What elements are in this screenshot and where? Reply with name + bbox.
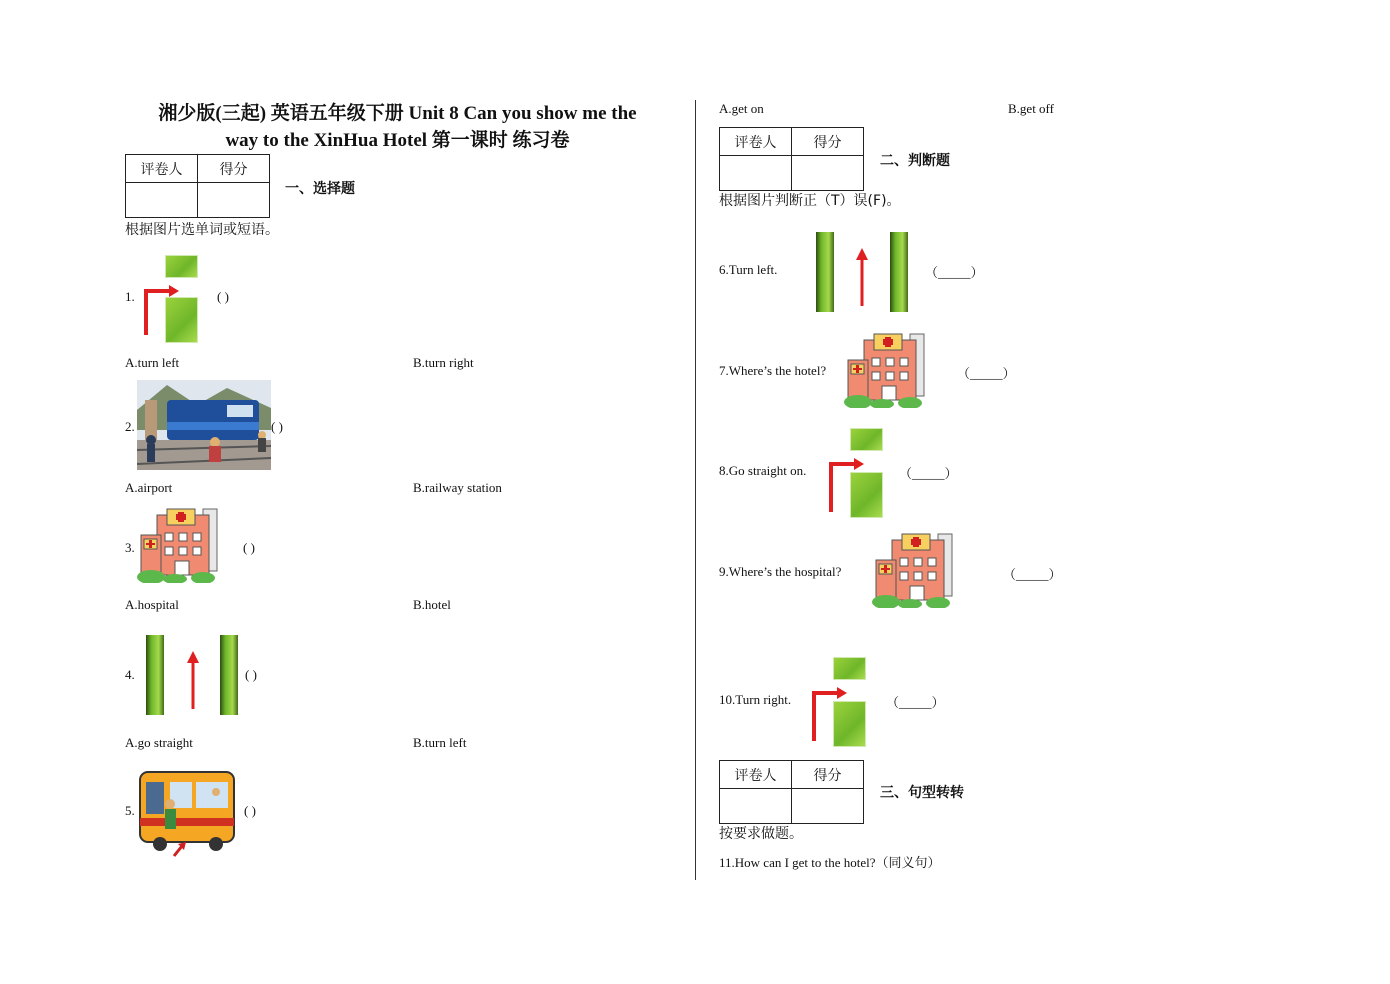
q5-number: 5. <box>125 803 135 818</box>
q3-number: 3. <box>125 540 135 555</box>
grader-label: 评卷人 <box>126 155 198 183</box>
grader-cell[interactable] <box>720 156 792 191</box>
q1-number: 1. <box>125 289 135 304</box>
q11-text: 11.How can I get to the hotel?（同义句） <box>719 855 941 870</box>
score-table-3 <box>719 760 864 824</box>
q2-option-b[interactable]: B.railway station <box>413 480 502 495</box>
q2-number: 2. <box>125 419 135 434</box>
q9-answer-bracket[interactable]: （_____） <box>1003 567 1062 582</box>
section3-heading: 三、句型转转 <box>880 785 964 801</box>
q8-text: 8.Go straight on. <box>719 463 807 478</box>
score-label: 得分 <box>792 128 864 156</box>
q10-text: 10.Turn right. <box>719 692 792 707</box>
score-cell[interactable] <box>792 156 864 191</box>
q10-answer-bracket[interactable]: （_____） <box>886 695 945 710</box>
turn-right-picture <box>805 657 875 749</box>
railway-station-picture <box>137 380 271 470</box>
q1-answer-bracket[interactable]: ( ) <box>217 289 229 304</box>
title-line-1: 湘少版(三起) 英语五年级下册 Unit 8 Can you show me the <box>158 103 637 124</box>
q9-text: 9.Where’s the hospital? <box>719 564 842 579</box>
q1-option-b[interactable]: B.turn right <box>413 355 474 370</box>
score-cell[interactable] <box>792 789 864 824</box>
grader-cell[interactable] <box>126 183 198 218</box>
q5-answer-bracket[interactable]: ( ) <box>244 803 256 818</box>
turn-right-picture <box>137 255 207 345</box>
hospital-picture <box>872 530 980 608</box>
q4-answer-bracket[interactable]: ( ) <box>245 667 257 682</box>
q4-option-b[interactable]: B.turn left <box>413 735 467 750</box>
q8-answer-bracket[interactable]: （_____） <box>899 466 958 481</box>
turn-right-picture <box>822 428 892 520</box>
q5-option-a[interactable]: A.get on <box>719 101 764 116</box>
q3-option-a[interactable]: A.hospital <box>125 597 179 612</box>
go-straight-picture <box>816 232 911 314</box>
q2-option-a[interactable]: A.airport <box>125 480 173 495</box>
grader-label: 评卷人 <box>720 128 792 156</box>
q5-option-b[interactable]: B.get off <box>1008 101 1054 116</box>
column-divider <box>695 100 696 880</box>
score-label: 得分 <box>198 155 270 183</box>
q7-text: 7.Where’s the hotel? <box>719 363 827 378</box>
q3-answer-bracket[interactable]: ( ) <box>243 540 255 555</box>
section2-heading: 二、判断题 <box>880 153 950 169</box>
title-line-2: way to the XinHua Hotel 第一课时 练习卷 <box>225 130 570 151</box>
section3-instruction: 按要求做题。 <box>719 826 803 842</box>
q2-answer-bracket[interactable]: ( ) <box>271 419 283 434</box>
q3-option-b[interactable]: B.hotel <box>413 597 451 612</box>
q4-number: 4. <box>125 667 135 682</box>
hospital-picture <box>137 505 245 583</box>
q4-option-a[interactable]: A.go straight <box>125 735 193 750</box>
grader-cell[interactable] <box>720 789 792 824</box>
score-cell[interactable] <box>198 183 270 218</box>
score-label: 得分 <box>792 761 864 789</box>
go-straight-picture <box>146 635 241 717</box>
grader-label: 评卷人 <box>720 761 792 789</box>
score-table-2 <box>719 127 864 191</box>
section2-instruction: 根据图片判断正（T）误(F)。 <box>719 193 901 209</box>
section1-heading: 一、选择题 <box>285 181 355 197</box>
section1-instruction: 根据图片选单词或短语。 <box>125 222 279 238</box>
score-table-1 <box>125 154 270 218</box>
q6-answer-bracket[interactable]: （_____） <box>925 265 984 280</box>
bus-picture <box>138 768 238 858</box>
q6-text: 6.Turn left. <box>719 262 778 277</box>
page-title <box>120 100 675 154</box>
q7-answer-bracket[interactable]: （_____） <box>957 366 1016 381</box>
hotel-picture <box>844 330 952 408</box>
q1-option-a[interactable]: A.turn left <box>125 355 180 370</box>
